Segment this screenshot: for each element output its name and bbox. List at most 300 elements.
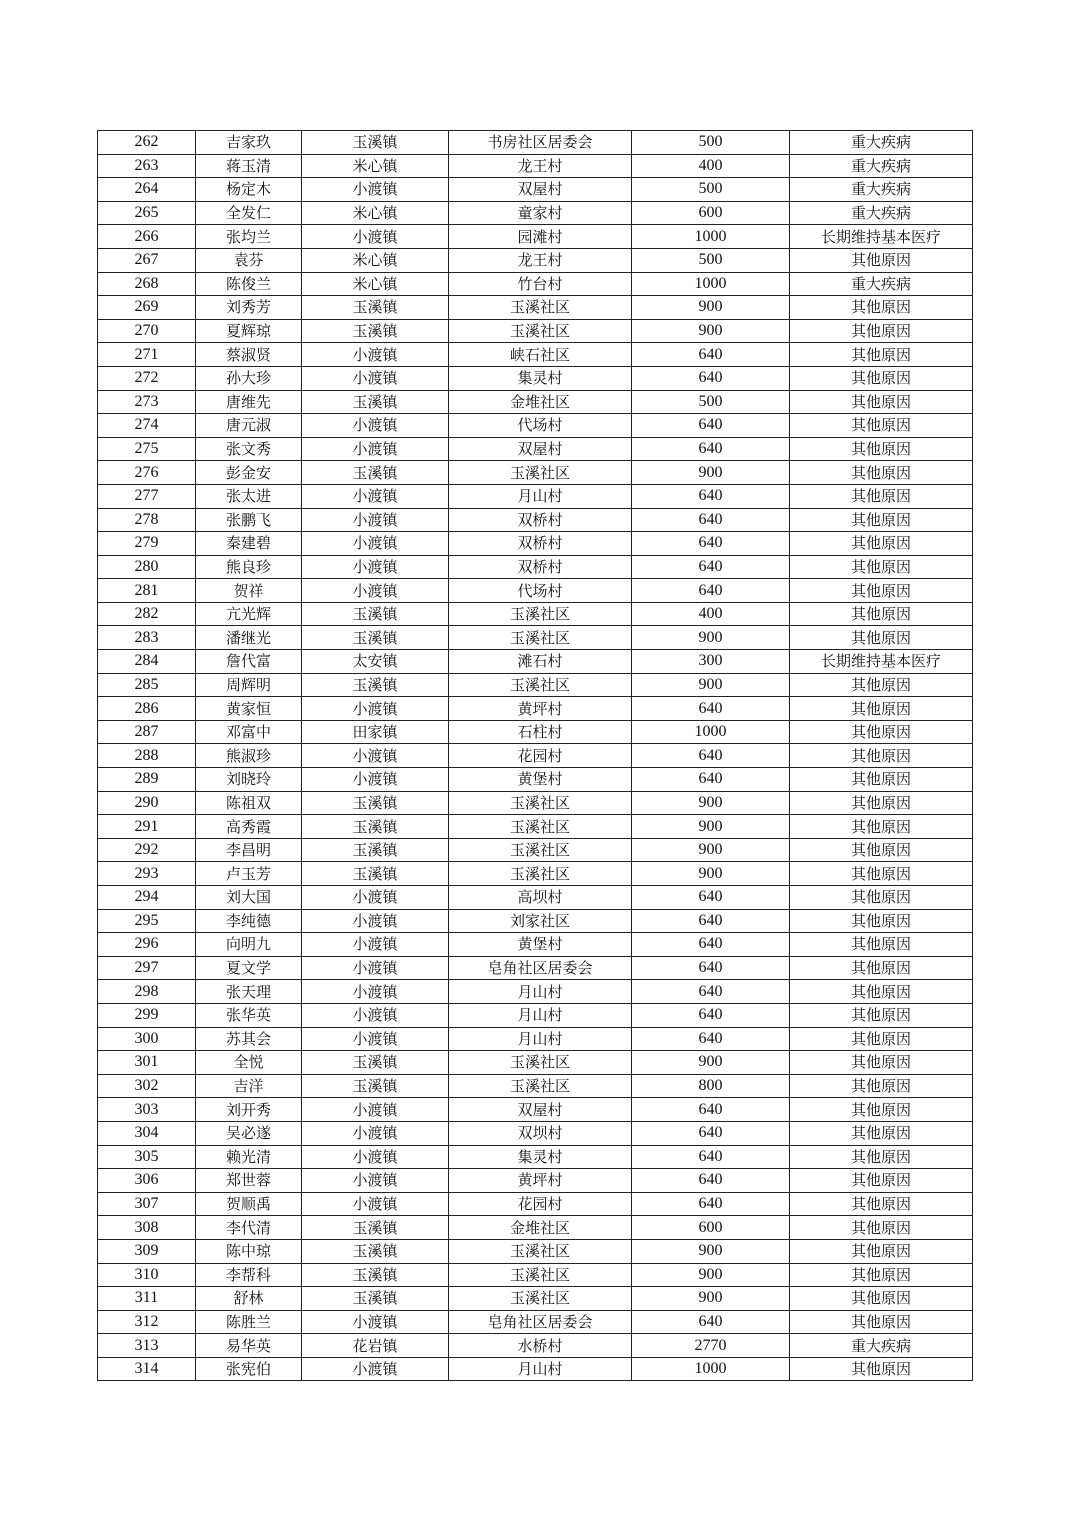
table-row (98, 1287, 973, 1311)
amount-cell: 640 (632, 579, 790, 603)
reason-cell: 其他原因 (790, 768, 973, 792)
reason-cell: 其他原因 (790, 980, 973, 1004)
table-row (98, 768, 973, 792)
person-name-cell: 舒林 (196, 1287, 302, 1311)
table-row (98, 272, 973, 296)
village-community-cell: 玉溪社区 (449, 862, 632, 886)
table-row (98, 933, 973, 957)
person-name-cell: 张华英 (196, 1003, 302, 1027)
row-number-cell: 278 (98, 508, 196, 532)
reason-cell: 其他原因 (790, 296, 973, 320)
table-row (98, 1027, 973, 1051)
village-community-cell: 玉溪社区 (449, 673, 632, 697)
table-row (98, 838, 973, 862)
reason-cell: 其他原因 (790, 484, 973, 508)
reason-cell: 其他原因 (790, 1027, 973, 1051)
village-community-cell: 月山村 (449, 1027, 632, 1051)
reason-cell: 其他原因 (790, 1169, 973, 1193)
person-name-cell: 贺顺禹 (196, 1192, 302, 1216)
village-community-cell: 玉溪社区 (449, 461, 632, 485)
table-row (98, 484, 973, 508)
person-name-cell: 秦建碧 (196, 532, 302, 556)
amount-cell: 640 (632, 956, 790, 980)
person-name-cell: 唐元淑 (196, 414, 302, 438)
amount-cell: 640 (632, 343, 790, 367)
row-number-cell: 288 (98, 744, 196, 768)
town-cell: 小渡镇 (302, 1098, 449, 1122)
table-row (98, 1239, 973, 1263)
person-name-cell: 张均兰 (196, 225, 302, 249)
person-name-cell: 张天理 (196, 980, 302, 1004)
person-name-cell: 詹代富 (196, 650, 302, 674)
town-cell: 小渡镇 (302, 508, 449, 532)
village-community-cell: 龙王村 (449, 154, 632, 178)
town-cell: 玉溪镇 (302, 296, 449, 320)
town-cell: 玉溪镇 (302, 1263, 449, 1287)
amount-cell: 640 (632, 366, 790, 390)
person-name-cell: 张文秀 (196, 437, 302, 461)
reason-cell: 其他原因 (790, 815, 973, 839)
amount-cell: 640 (632, 1121, 790, 1145)
table-row (98, 343, 973, 367)
town-cell: 小渡镇 (302, 886, 449, 910)
table-row (98, 744, 973, 768)
amount-cell: 2770 (632, 1334, 790, 1358)
row-number-cell: 313 (98, 1334, 196, 1358)
village-community-cell: 双桥村 (449, 555, 632, 579)
table-row (98, 1003, 973, 1027)
village-community-cell: 龙王村 (449, 248, 632, 272)
village-community-cell: 月山村 (449, 980, 632, 1004)
table-row (98, 390, 973, 414)
amount-cell: 640 (632, 1145, 790, 1169)
person-name-cell: 邓富中 (196, 720, 302, 744)
table-row (98, 508, 973, 532)
amount-cell: 900 (632, 1287, 790, 1311)
reason-cell: 其他原因 (790, 838, 973, 862)
village-community-cell: 代场村 (449, 414, 632, 438)
row-number-cell: 281 (98, 579, 196, 603)
village-community-cell: 黄坪村 (449, 1169, 632, 1193)
village-community-cell: 双坝村 (449, 1121, 632, 1145)
person-name-cell: 唐维先 (196, 390, 302, 414)
town-cell: 小渡镇 (302, 484, 449, 508)
row-number-cell: 266 (98, 225, 196, 249)
town-cell: 玉溪镇 (302, 838, 449, 862)
table-row (98, 414, 973, 438)
amount-cell: 900 (632, 791, 790, 815)
table-row (98, 555, 973, 579)
person-name-cell: 彭金安 (196, 461, 302, 485)
row-number-cell: 301 (98, 1051, 196, 1075)
reason-cell: 其他原因 (790, 1121, 973, 1145)
town-cell: 玉溪镇 (302, 626, 449, 650)
person-name-cell: 吉家玖 (196, 131, 302, 155)
table-row (98, 296, 973, 320)
person-name-cell: 吴必遂 (196, 1121, 302, 1145)
row-number-cell: 273 (98, 390, 196, 414)
reason-cell: 重大疾病 (790, 154, 973, 178)
row-number-cell: 286 (98, 697, 196, 721)
amount-cell: 900 (632, 815, 790, 839)
person-name-cell: 蔡淑贤 (196, 343, 302, 367)
table-row (98, 956, 973, 980)
amount-cell: 640 (632, 1310, 790, 1334)
row-number-cell: 282 (98, 602, 196, 626)
person-name-cell: 苏其会 (196, 1027, 302, 1051)
town-cell: 玉溪镇 (302, 1216, 449, 1240)
table-row (98, 201, 973, 225)
person-name-cell: 张宪伯 (196, 1357, 302, 1381)
reason-cell: 其他原因 (790, 1263, 973, 1287)
town-cell: 小渡镇 (302, 225, 449, 249)
village-community-cell: 石柱村 (449, 720, 632, 744)
town-cell: 太安镇 (302, 650, 449, 674)
town-cell: 田家镇 (302, 720, 449, 744)
village-community-cell: 玉溪社区 (449, 815, 632, 839)
amount-cell: 1000 (632, 272, 790, 296)
amount-cell: 400 (632, 154, 790, 178)
amount-cell: 640 (632, 414, 790, 438)
person-name-cell: 刘开秀 (196, 1098, 302, 1122)
person-name-cell: 贺祥 (196, 579, 302, 603)
village-community-cell: 童家村 (449, 201, 632, 225)
reason-cell: 长期维持基本医疗 (790, 650, 973, 674)
village-community-cell: 滩石村 (449, 650, 632, 674)
reason-cell: 其他原因 (790, 1357, 973, 1381)
amount-cell: 640 (632, 1098, 790, 1122)
town-cell: 米心镇 (302, 272, 449, 296)
table-row (98, 1263, 973, 1287)
table-row (98, 1145, 973, 1169)
village-community-cell: 皂角社区居委会 (449, 1310, 632, 1334)
row-number-cell: 267 (98, 248, 196, 272)
row-number-cell: 269 (98, 296, 196, 320)
town-cell: 小渡镇 (302, 1145, 449, 1169)
village-community-cell: 集灵村 (449, 1145, 632, 1169)
table-row (98, 1216, 973, 1240)
village-community-cell: 玉溪社区 (449, 319, 632, 343)
row-number-cell: 307 (98, 1192, 196, 1216)
person-name-cell: 李帮科 (196, 1263, 302, 1287)
person-name-cell: 刘秀芳 (196, 296, 302, 320)
person-name-cell: 熊淑珍 (196, 744, 302, 768)
amount-cell: 640 (632, 697, 790, 721)
village-community-cell: 花园村 (449, 1192, 632, 1216)
amount-cell: 1000 (632, 1357, 790, 1381)
table-row (98, 697, 973, 721)
reason-cell: 其他原因 (790, 1051, 973, 1075)
person-name-cell: 向明九 (196, 933, 302, 957)
table-row (98, 248, 973, 272)
town-cell: 小渡镇 (302, 909, 449, 933)
table-row (98, 1121, 973, 1145)
town-cell: 小渡镇 (302, 980, 449, 1004)
table-row (98, 461, 973, 485)
person-name-cell: 黄家恒 (196, 697, 302, 721)
amount-cell: 640 (632, 1169, 790, 1193)
town-cell: 小渡镇 (302, 1027, 449, 1051)
row-number-cell: 296 (98, 933, 196, 957)
village-community-cell: 金堆社区 (449, 390, 632, 414)
row-number-cell: 263 (98, 154, 196, 178)
table-row (98, 626, 973, 650)
person-name-cell: 孙大珍 (196, 366, 302, 390)
row-number-cell: 302 (98, 1074, 196, 1098)
assistance-table (97, 130, 973, 1381)
amount-cell: 900 (632, 1051, 790, 1075)
reason-cell: 其他原因 (790, 909, 973, 933)
table-row (98, 602, 973, 626)
reason-cell: 其他原因 (790, 532, 973, 556)
reason-cell: 其他原因 (790, 437, 973, 461)
table-row (98, 1169, 973, 1193)
row-number-cell: 283 (98, 626, 196, 650)
town-cell: 小渡镇 (302, 1357, 449, 1381)
reason-cell: 其他原因 (790, 602, 973, 626)
reason-cell: 其他原因 (790, 791, 973, 815)
table-row (98, 1310, 973, 1334)
village-community-cell: 花园村 (449, 744, 632, 768)
row-number-cell: 305 (98, 1145, 196, 1169)
village-community-cell: 黄坪村 (449, 697, 632, 721)
reason-cell: 重大疾病 (790, 272, 973, 296)
town-cell: 玉溪镇 (302, 131, 449, 155)
village-community-cell: 峡石社区 (449, 343, 632, 367)
town-cell: 小渡镇 (302, 1169, 449, 1193)
row-number-cell: 285 (98, 673, 196, 697)
reason-cell: 重大疾病 (790, 1334, 973, 1358)
village-community-cell: 月山村 (449, 484, 632, 508)
person-name-cell: 陈胜兰 (196, 1310, 302, 1334)
reason-cell: 其他原因 (790, 248, 973, 272)
amount-cell: 600 (632, 1216, 790, 1240)
row-number-cell: 303 (98, 1098, 196, 1122)
amount-cell: 900 (632, 296, 790, 320)
town-cell: 玉溪镇 (302, 673, 449, 697)
amount-cell: 640 (632, 933, 790, 957)
table-row (98, 1334, 973, 1358)
amount-cell: 640 (632, 768, 790, 792)
village-community-cell: 玉溪社区 (449, 1051, 632, 1075)
person-name-cell: 刘晓玲 (196, 768, 302, 792)
amount-cell: 900 (632, 862, 790, 886)
row-number-cell: 312 (98, 1310, 196, 1334)
amount-cell: 800 (632, 1074, 790, 1098)
row-number-cell: 279 (98, 532, 196, 556)
row-number-cell: 293 (98, 862, 196, 886)
reason-cell: 其他原因 (790, 461, 973, 485)
town-cell: 米心镇 (302, 248, 449, 272)
person-name-cell: 吉洋 (196, 1074, 302, 1098)
row-number-cell: 268 (98, 272, 196, 296)
amount-cell: 640 (632, 555, 790, 579)
row-number-cell: 311 (98, 1287, 196, 1311)
person-name-cell: 全发仁 (196, 201, 302, 225)
village-community-cell: 玉溪社区 (449, 296, 632, 320)
village-community-cell: 代场村 (449, 579, 632, 603)
reason-cell: 其他原因 (790, 1216, 973, 1240)
reason-cell: 其他原因 (790, 886, 973, 910)
amount-cell: 640 (632, 886, 790, 910)
person-name-cell: 李代清 (196, 1216, 302, 1240)
village-community-cell: 园滩村 (449, 225, 632, 249)
row-number-cell: 280 (98, 555, 196, 579)
amount-cell: 1000 (632, 720, 790, 744)
village-community-cell: 皂角社区居委会 (449, 956, 632, 980)
village-community-cell: 玉溪社区 (449, 626, 632, 650)
amount-cell: 500 (632, 131, 790, 155)
reason-cell: 其他原因 (790, 697, 973, 721)
row-number-cell: 289 (98, 768, 196, 792)
person-name-cell: 张鹏飞 (196, 508, 302, 532)
village-community-cell: 双屋村 (449, 437, 632, 461)
village-community-cell: 玉溪社区 (449, 791, 632, 815)
person-name-cell: 袁芬 (196, 248, 302, 272)
town-cell: 小渡镇 (302, 697, 449, 721)
row-number-cell: 292 (98, 838, 196, 862)
town-cell: 小渡镇 (302, 933, 449, 957)
person-name-cell: 潘继光 (196, 626, 302, 650)
town-cell: 小渡镇 (302, 768, 449, 792)
table-row (98, 366, 973, 390)
reason-cell: 其他原因 (790, 956, 973, 980)
row-number-cell: 271 (98, 343, 196, 367)
town-cell: 小渡镇 (302, 437, 449, 461)
row-number-cell: 270 (98, 319, 196, 343)
reason-cell: 其他原因 (790, 555, 973, 579)
amount-cell: 900 (632, 626, 790, 650)
table-row (98, 720, 973, 744)
amount-cell: 640 (632, 1003, 790, 1027)
town-cell: 玉溪镇 (302, 319, 449, 343)
table-row (98, 178, 973, 202)
amount-cell: 640 (632, 508, 790, 532)
reason-cell: 其他原因 (790, 626, 973, 650)
table-row (98, 791, 973, 815)
row-number-cell: 314 (98, 1357, 196, 1381)
table-row (98, 650, 973, 674)
person-name-cell: 周辉明 (196, 673, 302, 697)
amount-cell: 900 (632, 319, 790, 343)
row-number-cell: 298 (98, 980, 196, 1004)
row-number-cell: 308 (98, 1216, 196, 1240)
village-community-cell: 玉溪社区 (449, 1074, 632, 1098)
village-community-cell: 黄堡村 (449, 933, 632, 957)
reason-cell: 重大疾病 (790, 131, 973, 155)
table-row (98, 131, 973, 155)
person-name-cell: 亢光辉 (196, 602, 302, 626)
table-row (98, 579, 973, 603)
table-row (98, 886, 973, 910)
person-name-cell: 高秀霞 (196, 815, 302, 839)
person-name-cell: 陈俊兰 (196, 272, 302, 296)
reason-cell: 其他原因 (790, 343, 973, 367)
town-cell: 玉溪镇 (302, 390, 449, 414)
person-name-cell: 夏辉琼 (196, 319, 302, 343)
table-body (98, 131, 973, 1381)
table-row (98, 1098, 973, 1122)
amount-cell: 640 (632, 1192, 790, 1216)
reason-cell: 重大疾病 (790, 201, 973, 225)
town-cell: 小渡镇 (302, 343, 449, 367)
town-cell: 小渡镇 (302, 178, 449, 202)
row-number-cell: 290 (98, 791, 196, 815)
person-name-cell: 李昌明 (196, 838, 302, 862)
table-row (98, 1074, 973, 1098)
village-community-cell: 黄堡村 (449, 768, 632, 792)
village-community-cell: 双桥村 (449, 508, 632, 532)
row-number-cell: 287 (98, 720, 196, 744)
person-name-cell: 熊良珍 (196, 555, 302, 579)
table-row (98, 909, 973, 933)
town-cell: 小渡镇 (302, 414, 449, 438)
village-community-cell: 双屋村 (449, 178, 632, 202)
town-cell: 玉溪镇 (302, 791, 449, 815)
reason-cell: 其他原因 (790, 366, 973, 390)
town-cell: 小渡镇 (302, 1121, 449, 1145)
reason-cell: 其他原因 (790, 933, 973, 957)
reason-cell: 其他原因 (790, 1098, 973, 1122)
reason-cell: 重大疾病 (790, 178, 973, 202)
person-name-cell: 易华英 (196, 1334, 302, 1358)
person-name-cell: 赖光清 (196, 1145, 302, 1169)
amount-cell: 400 (632, 602, 790, 626)
person-name-cell: 蒋玉清 (196, 154, 302, 178)
amount-cell: 900 (632, 461, 790, 485)
amount-cell: 900 (632, 838, 790, 862)
row-number-cell: 264 (98, 178, 196, 202)
town-cell: 玉溪镇 (302, 815, 449, 839)
town-cell: 小渡镇 (302, 956, 449, 980)
town-cell: 小渡镇 (302, 366, 449, 390)
amount-cell: 900 (632, 1239, 790, 1263)
amount-cell: 640 (632, 980, 790, 1004)
row-number-cell: 300 (98, 1027, 196, 1051)
amount-cell: 900 (632, 1263, 790, 1287)
table-row (98, 1357, 973, 1381)
town-cell: 玉溪镇 (302, 1051, 449, 1075)
town-cell: 玉溪镇 (302, 862, 449, 886)
row-number-cell: 276 (98, 461, 196, 485)
amount-cell: 640 (632, 1027, 790, 1051)
reason-cell: 其他原因 (790, 579, 973, 603)
village-community-cell: 月山村 (449, 1357, 632, 1381)
row-number-cell: 306 (98, 1169, 196, 1193)
table-row (98, 980, 973, 1004)
table-row (98, 154, 973, 178)
town-cell: 玉溪镇 (302, 602, 449, 626)
amount-cell: 640 (632, 437, 790, 461)
village-community-cell: 月山村 (449, 1003, 632, 1027)
reason-cell: 其他原因 (790, 1074, 973, 1098)
table-row (98, 532, 973, 556)
reason-cell: 其他原因 (790, 390, 973, 414)
town-cell: 小渡镇 (302, 1192, 449, 1216)
row-number-cell: 304 (98, 1121, 196, 1145)
amount-cell: 640 (632, 744, 790, 768)
reason-cell: 其他原因 (790, 508, 973, 532)
row-number-cell: 272 (98, 366, 196, 390)
reason-cell: 其他原因 (790, 1003, 973, 1027)
reason-cell: 其他原因 (790, 1239, 973, 1263)
reason-cell: 其他原因 (790, 862, 973, 886)
village-community-cell: 玉溪社区 (449, 1263, 632, 1287)
town-cell: 小渡镇 (302, 579, 449, 603)
row-number-cell: 294 (98, 886, 196, 910)
amount-cell: 900 (632, 673, 790, 697)
table-row (98, 319, 973, 343)
